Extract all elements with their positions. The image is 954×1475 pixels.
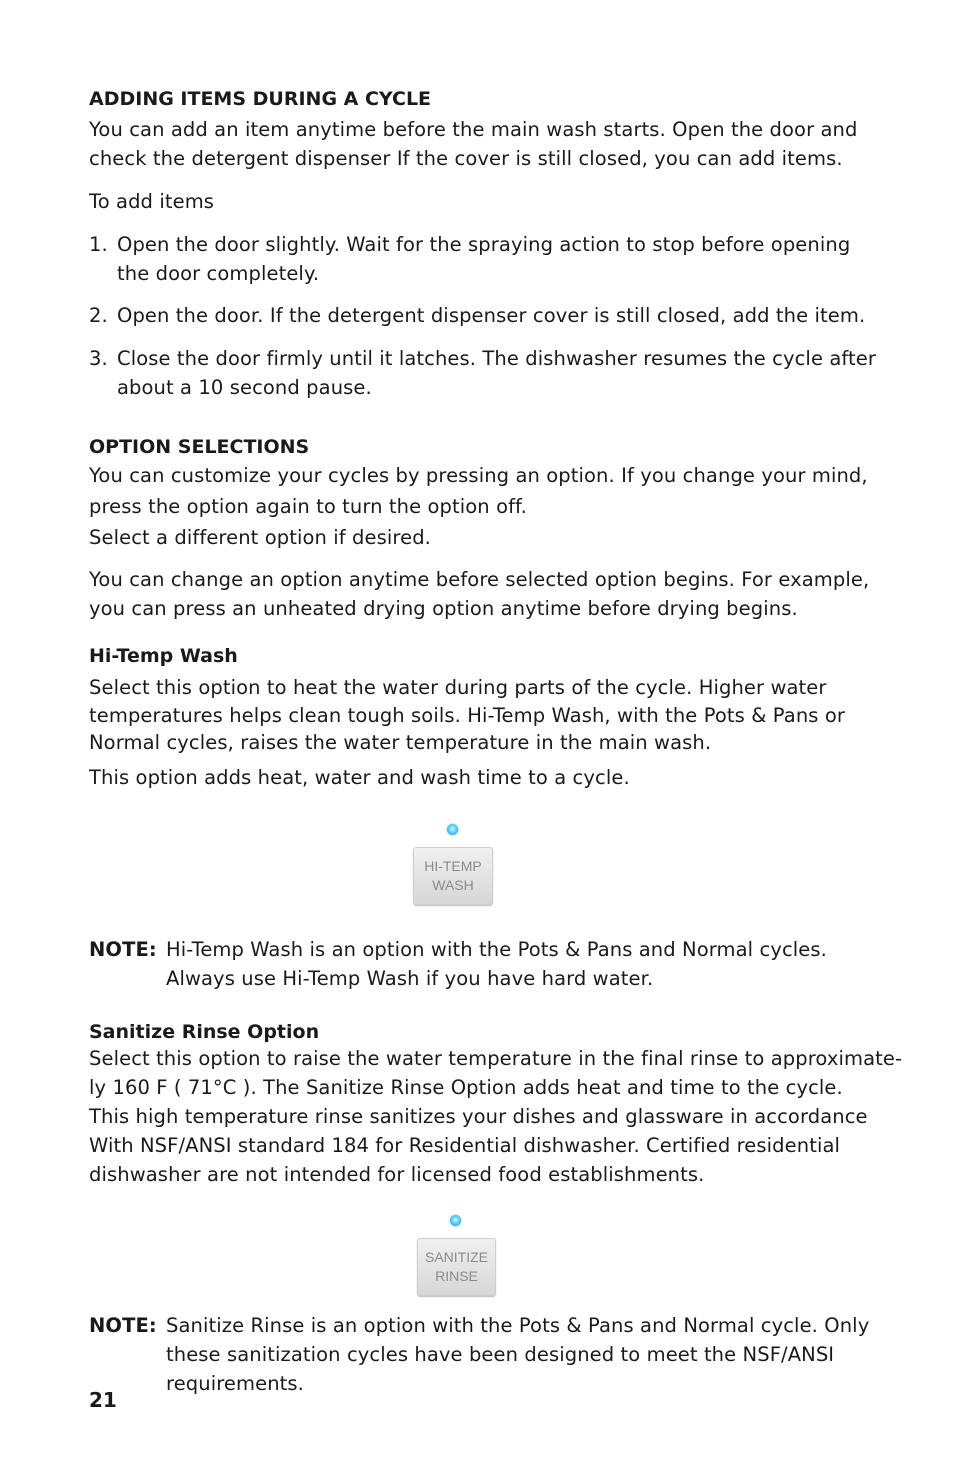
paragraph-line: Select this option to raise the water temperature in the final rinse to approximate- <box>89 1047 903 1070</box>
button-label-line: SANITIZE <box>424 1249 488 1265</box>
step-text: the door completely. <box>117 262 320 285</box>
paragraph-line: Select this option to heat the water during parts of the cycle. Higher water <box>89 676 827 699</box>
note-text: Hi-Temp Wash is an option with the Pots & Pans and Normal cycles. <box>166 938 827 961</box>
button-label-line: HI-TEMP <box>424 858 482 874</box>
paragraph-line: press the option again to turn the option off. <box>89 495 527 518</box>
sanitize-indicator-light-icon <box>450 1215 461 1226</box>
paragraph-line: This high temperature rinse sanitizes your dishes and glassware in accordance <box>89 1105 868 1128</box>
to-add-label: To add items <box>89 190 215 213</box>
section-heading-adding-items: ADDING ITEMS DURING A CYCLE <box>89 88 432 110</box>
step-number: 3. <box>89 347 108 370</box>
page-number: 21 <box>89 1388 117 1412</box>
button-label-line: RINSE <box>435 1268 478 1284</box>
step-text: Close the door firmly until it latches. The dishwasher resumes the cycle after <box>117 347 876 370</box>
note-text: requirements. <box>166 1372 304 1395</box>
step-number: 1. <box>89 233 108 256</box>
step-text: Open the door slightly. Wait for the spraying action to stop before opening <box>117 233 851 256</box>
paragraph-line: This option adds heat, water and wash time to a cycle. <box>89 766 630 789</box>
button-label-line: WASH <box>432 877 474 893</box>
note-text: these sanitization cycles have been designed to meet the NSF/ANSI <box>166 1343 835 1366</box>
paragraph-line: Normal cycles, raises the water temperature in the main wash. <box>89 731 712 754</box>
step-text: Open the door. If the detergent dispenser cover is still closed, add the item. <box>117 304 866 327</box>
sanitize-rinse-button[interactable] <box>417 1238 496 1296</box>
note-label: NOTE: <box>89 1314 157 1337</box>
note-text: Always use Hi-Temp Wash if you have hard water. <box>166 967 654 990</box>
step-text: about a 10 second pause. <box>117 376 372 399</box>
subheading-hi-temp-wash: Hi-Temp Wash <box>89 645 238 667</box>
paragraph-line: ly 160 F ( 71°C ). The Sanitize Rinse Option adds heat and time to the cycle. <box>89 1076 843 1099</box>
paragraph-line: dishwasher are not intended for licensed food establishments. <box>89 1163 705 1186</box>
subheading-sanitize-rinse: Sanitize Rinse Option <box>89 1021 320 1043</box>
section-heading-option-selections: OPTION SELECTIONS <box>89 436 310 458</box>
paragraph-line: you can press an unheated drying option anytime before drying begins. <box>89 597 798 620</box>
paragraph-line: Select a different option if desired. <box>89 526 431 549</box>
paragraph-line: temperatures helps clean tough soils. Hi-Temp Wash, with the Pots & Pans or <box>89 704 845 727</box>
step-number: 2. <box>89 304 108 327</box>
paragraph-line: You can change an option anytime before selected option begins. For example, <box>89 568 870 591</box>
hi-temp-wash-button[interactable] <box>413 847 493 905</box>
hi-temp-indicator-light-icon <box>447 824 458 835</box>
note-label: NOTE: <box>89 938 157 961</box>
paragraph-line: With NSF/ANSI standard 184 for Residential dishwasher. Certified residential <box>89 1134 841 1157</box>
paragraph-line: You can customize your cycles by pressing an option. If you change your mind, <box>89 464 868 487</box>
paragraph-line: You can add an item anytime before the main wash starts. Open the door and <box>89 118 858 141</box>
note-text: Sanitize Rinse is an option with the Pots & Pans and Normal cycle. Only <box>166 1314 870 1337</box>
paragraph-line: check the detergent dispenser If the cover is still closed, you can add items. <box>89 147 843 170</box>
